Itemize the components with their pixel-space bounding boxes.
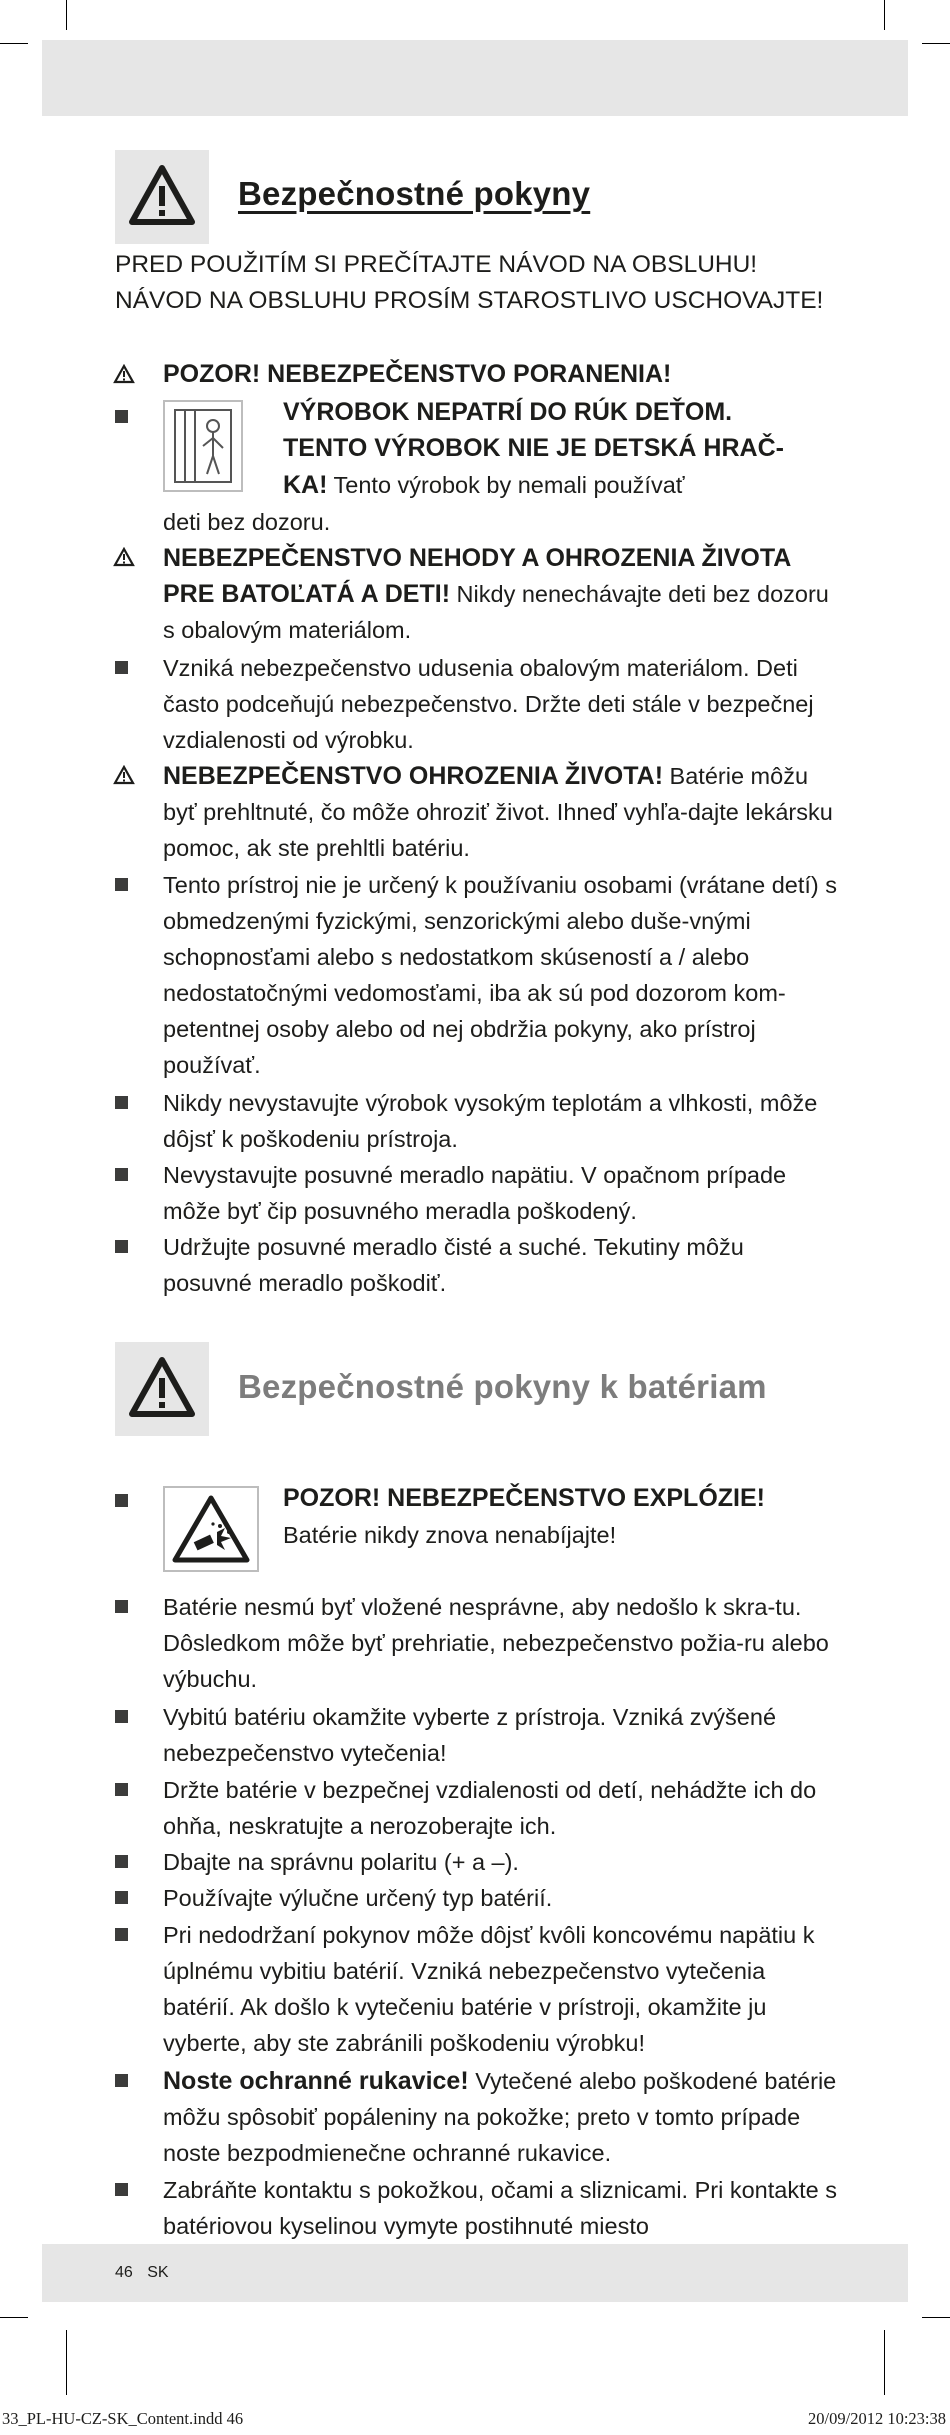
intro-text [115,247,823,319]
toy-warning-line-2: TENTO VÝROBOK NIE JE DETSKÁ HRAČ- [283,434,784,462]
bullet [115,1240,128,1253]
bullet [115,1096,128,1109]
bullet [115,1891,128,1904]
suffocation-warning: Vzniká nebezpečenstvo udusenia obalovým materiálom. Deti často podceňujú nebezpečenstvo. Držte deti stále v bezpečnej vzdialenosti od výrobku. [163,655,814,753]
bullet [115,1168,128,1181]
children-icon-box [163,400,243,492]
battery-item-7: Noste ochranné rukavice! Vytečené alebo poškodené batérie môžu spôsobiť popáleniny na pokožke; preto v tomto prípade noste bezpodmienečne ochranné rukavice. [163,2067,837,2166]
toy-warning-line-3: KA! Tento výrobok by nemali používať [283,471,685,499]
accident-warning: NEBEZPEČENSTVO NEHODY A OHROZENIA ŽIVOTA PRE BATOĽATÁ A DETI! Nikdy nenechávajte deti bez dozoru s obalovým materiálom. [163,544,829,643]
language-code: SK [147,2264,169,2281]
slug-filename: 33_PL-HU-CZ-SK_Content.indd 46 [2,2409,244,2428]
battery-item-5: Používajte výlučne určený typ batérií. [163,1885,553,1911]
battery-item-3: Držte batérie v bezpečnej vzdialenosti od detí, nehádžte ich do ohňa, neskratujte a nerozoberajte ich. [163,1777,817,1839]
battery-section-title: Bezpečnostné pokyny k batériam [238,1368,767,1405]
clean-warning: Udržujte posuvné meradlo čisté a suché. Tekutiny môžu posuvné meradlo poškodiť. [163,1234,744,1296]
explosion-icon-box [163,1486,259,1572]
bullet [115,661,128,674]
crop-mark [66,2330,67,2395]
explosion-warning: POZOR! NEBEZPEČENSTVO EXPLÓZIE! [283,1484,765,1512]
warning-triangle-icon [128,1356,196,1418]
bullet [115,1783,128,1796]
section-title: Bezpečnostné pokyny [238,175,591,212]
explosion-warning-icon [165,1488,257,1570]
bullet [115,1494,128,1507]
toy-warning-line-1: VÝROBOK NEPATRÍ DO RÚK DEŤOM. [283,398,733,426]
warning-icon-box [115,1342,209,1436]
warning-attention: POZOR! NEBEZPEČENSTVO PORANENIA! [163,360,672,388]
crop-mark [922,43,950,44]
warning-triangle-icon [113,765,135,785]
intro-line-2: NÁVOD NA OBSLUHU PROSÍM STAROSTLIVO USCHOVAJTE! [115,287,824,314]
battery-item-6: Pri nedodržaní pokynov môže dôjsť kvôli koncovému napätiu k úplnému vybitiu batérií. Vzniká nebezpečenstvo vytečenia batérií. Ak došlo k vytečeniu batérie v prístroji, okamžite ju vyberte, aby ste zabránili poškodeniu výrobku! [163,1922,815,2056]
bullet [115,1928,128,1941]
child-warning-icon [165,402,241,490]
page-footer [115,2264,169,2282]
heat-warning: Nikdy nevystavujte výrobok vysokým teplotám a vlhkosti, môže dôjsť k poškodeniu prístroja. [163,1090,818,1152]
bullet [115,878,128,891]
battery-item-1: Batérie nesmú byť vložené nesprávne, aby nedošlo k skra-tu. Dôsledkom môže byť prehriatie, nebezpečenstvo požia-ru alebo výbuchu. [163,1594,829,1692]
battery-item-4: Dbajte na správnu polaritu (+ a –). [163,1849,519,1875]
life-danger-warning: NEBEZPEČENSTVO OHROZENIA ŽIVOTA! Batérie môžu byť prehltnuté, čo môže ohroziť život. Ihneď vyhľa-dajte lekársku pomoc, ak ste prehltli batériu. [163,762,833,861]
battery-item-2: Vybitú batériu okamžite vyberte z prístroja. Vzniká zvýšené nebezpečenstvo vytečenia! [163,1704,777,1766]
warning-icon-box [115,150,209,244]
bullet [115,1600,128,1613]
bullet [115,2183,128,2196]
battery-item-8: Zabráňte kontaktu s pokožkou, očami a sliznicami. Pri kontakte s batériovou kyselinou vymyte postihnuté miesto [163,2177,837,2239]
bullet [115,410,128,423]
persons-warning: Tento prístroj nie je určený k používaniu osobami (vrátane detí) s obmedzenými fyzickými, senzorickými alebo duše-vnými schopnosťami alebo s nedostatkom skúseností a / alebo nedostatočnými vedomosťami, iba ak sú pod dozorom kom-petentnej osoby alebo od nej obdržia pokyny, ako prístroj používať. [163,872,838,1078]
toy-warning-line-4: deti bez dozoru. [163,509,331,535]
no-recharge-text: Batérie nikdy znova nenabíjajte! [283,1522,617,1548]
footer-band [42,2244,908,2302]
warning-triangle-icon [113,547,135,567]
intro-line-1: PRED POUŽITÍM SI PREČÍTAJTE NÁVOD NA OBSLUHU! [115,251,758,278]
crop-mark [0,43,28,44]
crop-mark [884,0,885,30]
bullet [115,1710,128,1723]
slug-date: 20/09/2012 10:23:38 [808,2409,946,2428]
header-band [42,40,908,116]
bullet [115,2074,128,2087]
page-number: 46 [115,2264,133,2281]
warning-triangle-icon [128,164,196,226]
crop-mark [884,2330,885,2395]
warning-triangle-icon [113,364,135,384]
crop-mark [922,2317,950,2318]
voltage-warning: Nevystavujte posuvné meradlo napätiu. V opačnom prípade môže byť čip posuvného meradla poškodený. [163,1162,787,1224]
crop-mark [66,0,67,30]
crop-mark [0,2317,28,2318]
bullet [115,1855,128,1868]
